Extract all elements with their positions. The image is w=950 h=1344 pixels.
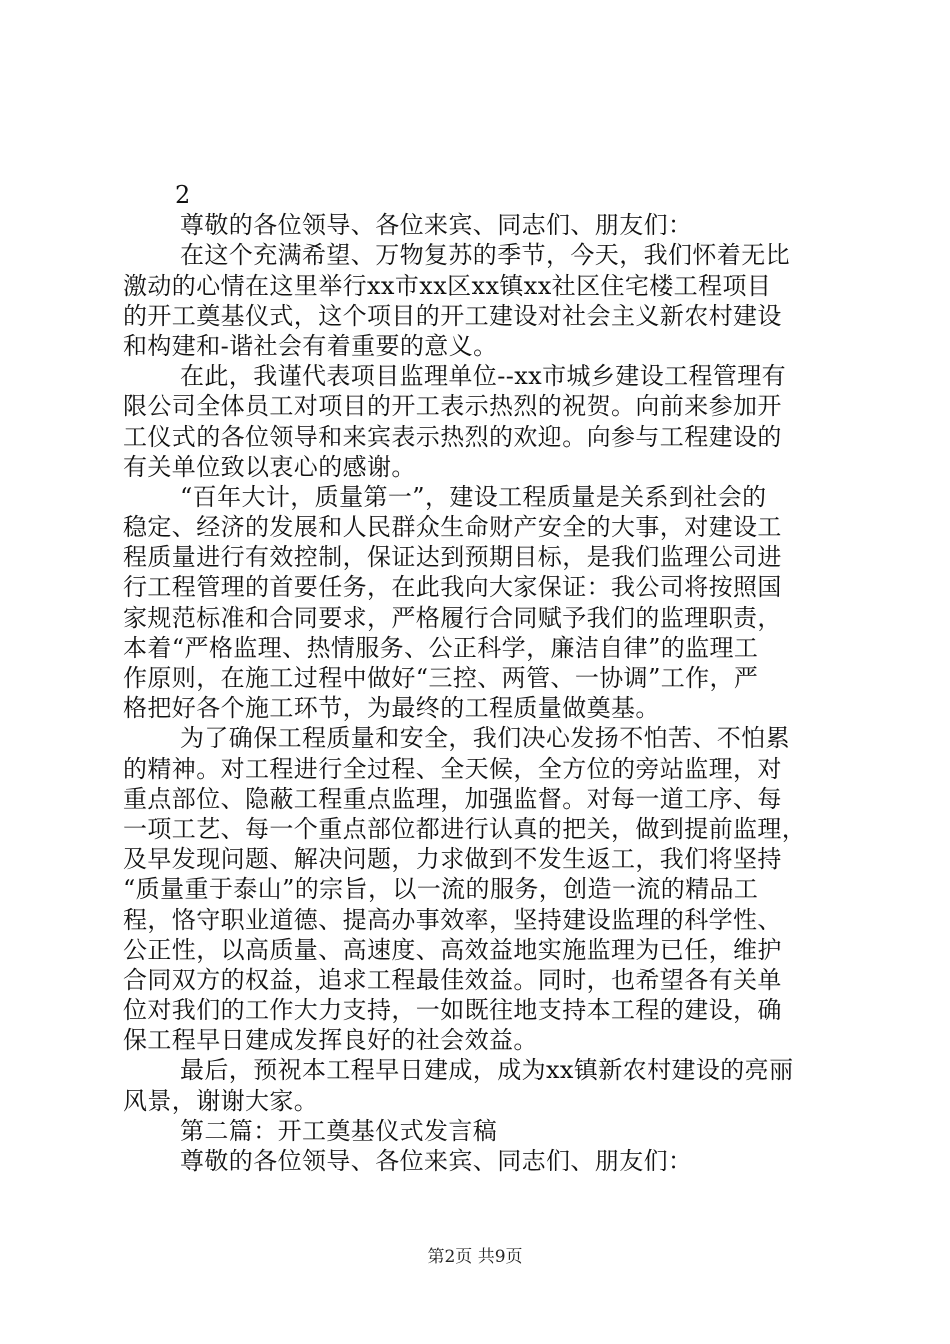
text-line: 在这个充满希望、万物复苏的季节，今天，我们怀着无比 xyxy=(180,241,790,270)
document-body xyxy=(123,180,827,1176)
text-line: 程，恪守职业道德、提高办事效率，坚持建设监理的科学性、 xyxy=(123,905,782,934)
text-line: 第二篇：开工奠基仪式发言稿 xyxy=(180,1116,498,1145)
text-line: 本着“严格监理、热情服务、公正科学，廉洁自律”的监理工 xyxy=(123,633,759,662)
text-line: 风景，谢谢大家。 xyxy=(123,1086,319,1115)
text-line: 稳定、经济的发展和人民群众生命财产安全的大事，对建设工 xyxy=(123,513,782,542)
text-line: 工仪式的各位领导和来宾表示热烈的欢迎。向参与工程建设的 xyxy=(123,422,782,451)
text-line: 程质量进行有效控制，保证达到预期目标，是我们监理公司进 xyxy=(123,543,782,572)
text-line: 合同双方的权益，追求工程最佳效益。同时，也希望各有关单 xyxy=(123,965,782,994)
page-footer: 第2页 共9页 xyxy=(427,1247,523,1267)
paragraph-lines xyxy=(123,210,827,1176)
text-line: 最后，预祝本工程早日建成，成为xx镇新农村建设的亮丽 xyxy=(180,1056,794,1085)
text-line: 在此，我谨代表项目监理单位--xx市城乡建设工程管理有 xyxy=(180,362,787,391)
text-line: 的精神。对工程进行全过程、全天候，全方位的旁站监理，对 xyxy=(123,754,782,783)
text-line: “百年大计，质量第一”，建设工程质量是关系到社会的 xyxy=(180,482,767,511)
text-line: “质量重于泰山”的宗旨，以一流的服务，创造一流的精品工 xyxy=(123,875,759,904)
text-line: 及早发现问题、解决问题，力求做到不发生返工，我们将坚持 xyxy=(123,845,782,874)
text-line: 行工程管理的首要任务，在此我向大家保证：我公司将按照国 xyxy=(123,573,782,602)
text-line: 位对我们的工作大力支持，一如既往地支持本工程的建设，确 xyxy=(123,996,782,1025)
page-marker: 2 xyxy=(175,181,191,209)
text-line: 尊敬的各位领导、各位来宾、同志们、朋友们： xyxy=(180,1147,693,1175)
text-line: 重点部位、隐蔽工程重点监理，加强监督。对每一道工序、每 xyxy=(123,784,782,813)
text-line: 家规范标准和合同要求，严格履行合同赋予我们的监理职责， xyxy=(123,603,782,632)
text-line: 一项工艺、每一个重点部位都进行认真的把关，做到提前监理， xyxy=(123,814,807,843)
text-line: 作原则，在施工过程中做好“三控、两管、一协调”工作，严 xyxy=(123,664,759,692)
text-line: 格把好各个施工环节，为最终的工程质量做奠基。 xyxy=(123,694,660,723)
text-line: 公正性，以高质量、高速度、高效益地实施监理为已任，维护 xyxy=(123,935,782,964)
text-line: 为了确保工程质量和安全，我们决心发扬不怕苦、不怕累 xyxy=(180,724,790,753)
text-line: 激动的心情在这里举行xx市xx区xx镇xx社区住宅楼工程项目 xyxy=(123,271,772,300)
text-line: 的开工奠基仪式，这个项目的开工建设对社会主义新农村建设 xyxy=(123,301,782,330)
text-line: 限公司全体员工对项目的开工表示热烈的祝贺。向前来参加开 xyxy=(123,392,782,421)
text-line: 和构建和-谐社会有着重要的意义。 xyxy=(123,331,498,360)
text-line: 保工程早日建成发挥良好的社会效益。 xyxy=(123,1026,538,1055)
text-line: 有关单位致以衷心的感谢。 xyxy=(123,452,416,481)
text-line: 尊敬的各位领导、各位来宾、同志们、朋友们： xyxy=(180,211,693,240)
